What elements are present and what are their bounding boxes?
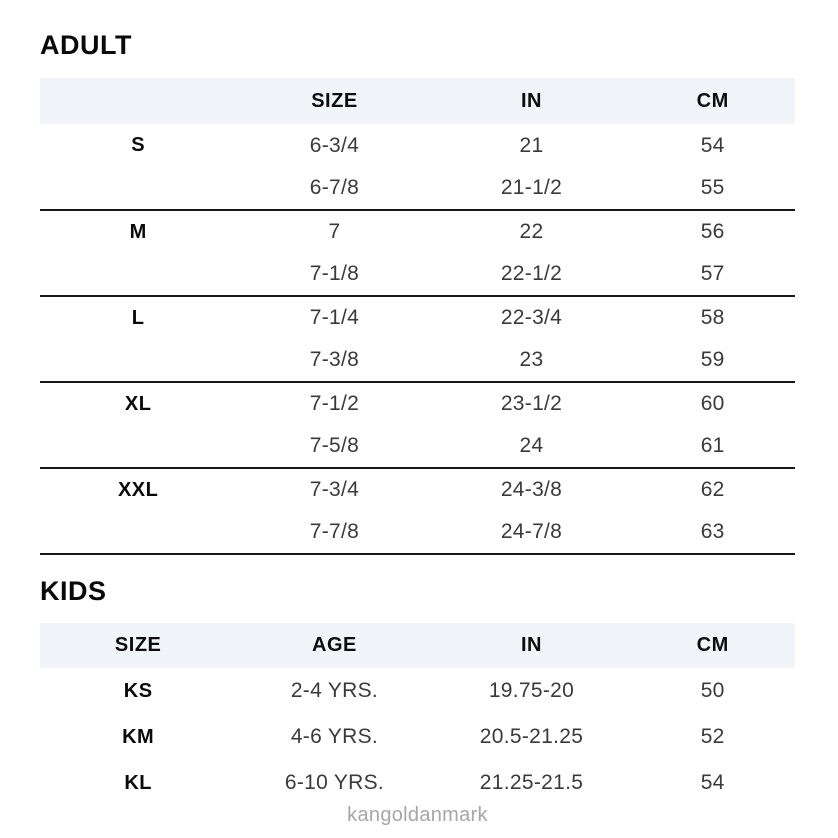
column-header-age: AGE	[312, 634, 357, 656]
column-header-size: SIZE	[311, 89, 358, 112]
kids-size-table	[40, 623, 795, 806]
table-row	[40, 210, 795, 253]
adult-header-row	[40, 78, 795, 124]
size-cell: 7-3/8	[309, 348, 360, 371]
adult-group-l	[40, 296, 795, 382]
in-cell: 24	[519, 434, 544, 457]
table-row	[40, 253, 795, 296]
size-label-empty	[40, 339, 236, 382]
size-label: L	[131, 306, 145, 329]
kids-table-header	[40, 623, 795, 668]
in-cell: 21.25-21.5	[479, 771, 584, 794]
in-cell: 21	[519, 133, 544, 157]
cm-cell: 58	[700, 306, 725, 329]
age-cell: 2-4 YRS.	[290, 679, 379, 702]
cm-cell: 60	[700, 392, 725, 415]
in-cell: 24-7/8	[500, 520, 563, 543]
table-row	[40, 124, 795, 167]
size-cell: 6-3/4	[309, 133, 360, 157]
column-header-size: SIZE	[114, 634, 162, 656]
table-row	[40, 425, 795, 468]
table-row	[40, 668, 795, 714]
kids-header-row	[40, 623, 795, 668]
in-cell: 22-3/4	[500, 306, 563, 329]
size-label-empty	[40, 253, 236, 296]
in-cell: 22	[519, 220, 544, 243]
size-label: KL	[124, 771, 152, 794]
size-cell: 6-7/8	[309, 176, 360, 199]
column-header-in: IN	[520, 89, 542, 112]
size-chart-page	[40, 0, 795, 827]
age-cell: 4-6 YRS.	[290, 725, 379, 748]
size-label-empty	[40, 425, 236, 468]
in-cell: 23	[519, 348, 544, 371]
size-label-empty	[40, 511, 236, 554]
cm-cell: 57	[700, 262, 725, 285]
kids-section-title: KIDS	[40, 576, 107, 606]
size-cell: 7	[328, 220, 341, 243]
table-row	[40, 382, 795, 425]
table-row	[40, 468, 795, 511]
column-header-cm: CM	[696, 634, 729, 656]
adult-group-xl	[40, 382, 795, 468]
in-cell: 21-1/2	[500, 176, 563, 199]
cm-cell: 52	[700, 725, 725, 748]
in-cell: 20.5-21.25	[479, 725, 584, 748]
column-header-in: IN	[520, 634, 542, 656]
table-row	[40, 511, 795, 554]
cm-cell: 56	[700, 220, 725, 243]
size-label: S	[131, 134, 146, 156]
cm-cell: 63	[700, 520, 725, 543]
in-cell: 23-1/2	[500, 392, 563, 415]
brand-watermark: kangoldanmark	[347, 804, 488, 826]
in-cell: 24-3/8	[500, 478, 563, 501]
adult-group-m	[40, 210, 795, 296]
size-cell: 7-7/8	[309, 520, 360, 543]
size-cell: 7-1/8	[309, 262, 360, 285]
in-cell: 19.75-20	[488, 679, 575, 702]
column-header-cm: CM	[696, 89, 729, 112]
table-row	[40, 167, 795, 210]
column-header-blank	[40, 78, 236, 124]
table-row	[40, 714, 795, 760]
table-row	[40, 760, 795, 806]
cm-cell: 62	[700, 478, 725, 501]
cm-cell: 55	[700, 176, 725, 199]
adult-section-title: ADULT	[40, 30, 132, 60]
size-label-empty	[40, 167, 236, 210]
size-cell: 7-3/4	[309, 478, 360, 501]
adult-group-xxl	[40, 468, 795, 554]
cm-cell: 61	[700, 434, 725, 457]
kids-table-body	[40, 668, 795, 806]
cm-cell: 50	[700, 679, 725, 702]
size-label: M	[129, 220, 147, 243]
adult-size-table	[40, 78, 795, 555]
age-cell: 6-10 YRS.	[284, 771, 385, 794]
size-label: XXL	[117, 478, 159, 501]
cm-cell: 54	[700, 771, 725, 794]
table-row	[40, 339, 795, 382]
size-label: XL	[124, 392, 152, 415]
size-label: KM	[122, 725, 155, 748]
size-cell: 7-1/4	[309, 306, 360, 329]
size-label: KS	[123, 679, 153, 702]
adult-table-header	[40, 78, 795, 124]
table-row	[40, 296, 795, 339]
cm-cell: 59	[700, 348, 725, 371]
size-cell: 7-5/8	[309, 434, 360, 457]
size-cell: 7-1/2	[309, 392, 360, 415]
in-cell: 22-1/2	[500, 262, 563, 285]
adult-group-s	[40, 124, 795, 210]
cm-cell: 54	[700, 133, 725, 157]
